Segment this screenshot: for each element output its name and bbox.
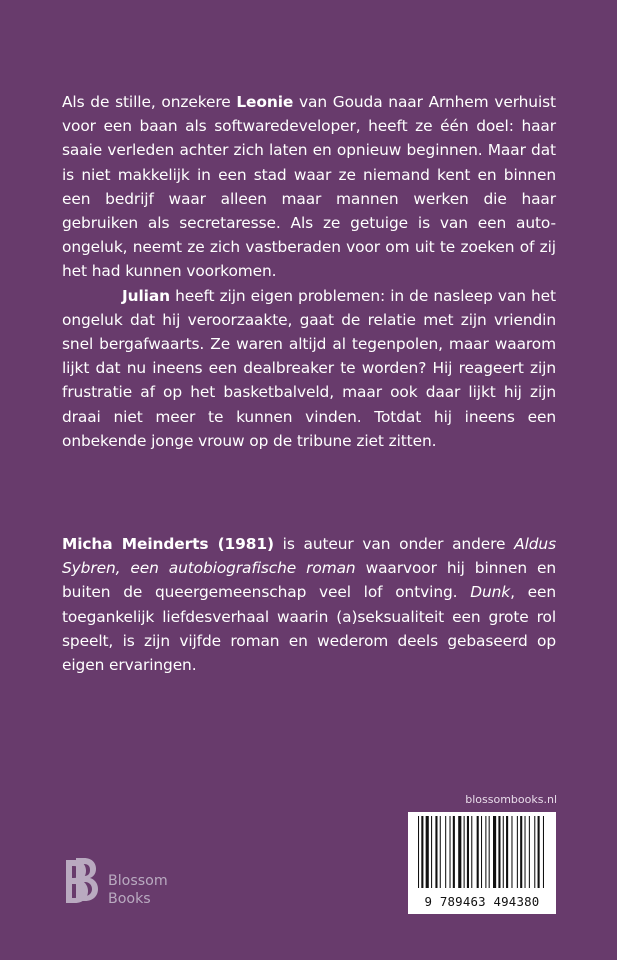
publisher-name-line1: Blossom (108, 873, 168, 889)
barcode-icon (416, 816, 548, 894)
isbn-barcode (408, 812, 556, 914)
character-name-leonie: Leonie (236, 93, 294, 111)
character-name-julian: Julian (122, 286, 170, 305)
author-bio (62, 532, 556, 677)
blurb-text: heeft zijn eigen problemen: in de nasleep van het ongeluk dat hij veroorzaakte, gaat de relatie met zijn vriendin snel bergafwaarts. Ze waren altijd al tegenpolen, maar waarom lijkt dat nu ineens een dealbreaker te worden? Hij reageert zijn frustratie af op het basketbalveld, maar ook daar lijkt hij zijn draai niet meer te kunnen vinden. Totdat hij ineens een onbekende jonge vrouw op de tribune ziet zitten. (62, 286, 556, 450)
blurb-text: Als de stille, onzekere (62, 93, 237, 111)
publisher-logo (62, 858, 202, 918)
publisher-name (108, 872, 168, 908)
author-text: is auteur van onder andere (273, 535, 515, 553)
blossom-bb-logo-icon (62, 858, 102, 918)
back-cover-blurb (62, 90, 556, 453)
author-text: waarvoor hij binnen en buiten de queergemeenschap veel lof ontving. (62, 559, 556, 602)
publisher-name-line2: Books (108, 891, 151, 907)
isbn-number: 9 789463 494380 (424, 894, 540, 909)
author-paragraph (62, 532, 556, 677)
author-text: , een toegankelijk liefdesverhaal waarin (a)seksualiteit een grote rol speelt, is zijn vijfde roman en wederom deels gebaseerd op eigen ervaringen. (62, 583, 556, 675)
book-title: Dunk (470, 583, 511, 602)
blurb-paragraph-julian (62, 284, 556, 453)
blurb-text: van Gouda naar Arnhem verhuist voor een baan als softwaredeveloper, heeft ze één doel: haar saaie verleden achter zich laten en opnieuw beginnen. Maar dat is niet makkelijk in een stad waar ze niemand kent en binnen een bedrijf waar alleen maar mannen werken die haar gebruiken als secretaresse. Als ze getuige is van een auto-ongeluk, neemt ze zich vastberaden voor om uit te zoeken of zij het had kunnen voorkomen. (62, 93, 556, 281)
author-name: Micha Meinderts (1981) (62, 535, 274, 553)
blurb-paragraph-leonie (62, 90, 556, 284)
previous-book-title: Aldus Sybren, een autobiografische roman (62, 535, 556, 578)
publisher-url[interactable]: blossombooks.nl (465, 793, 557, 806)
